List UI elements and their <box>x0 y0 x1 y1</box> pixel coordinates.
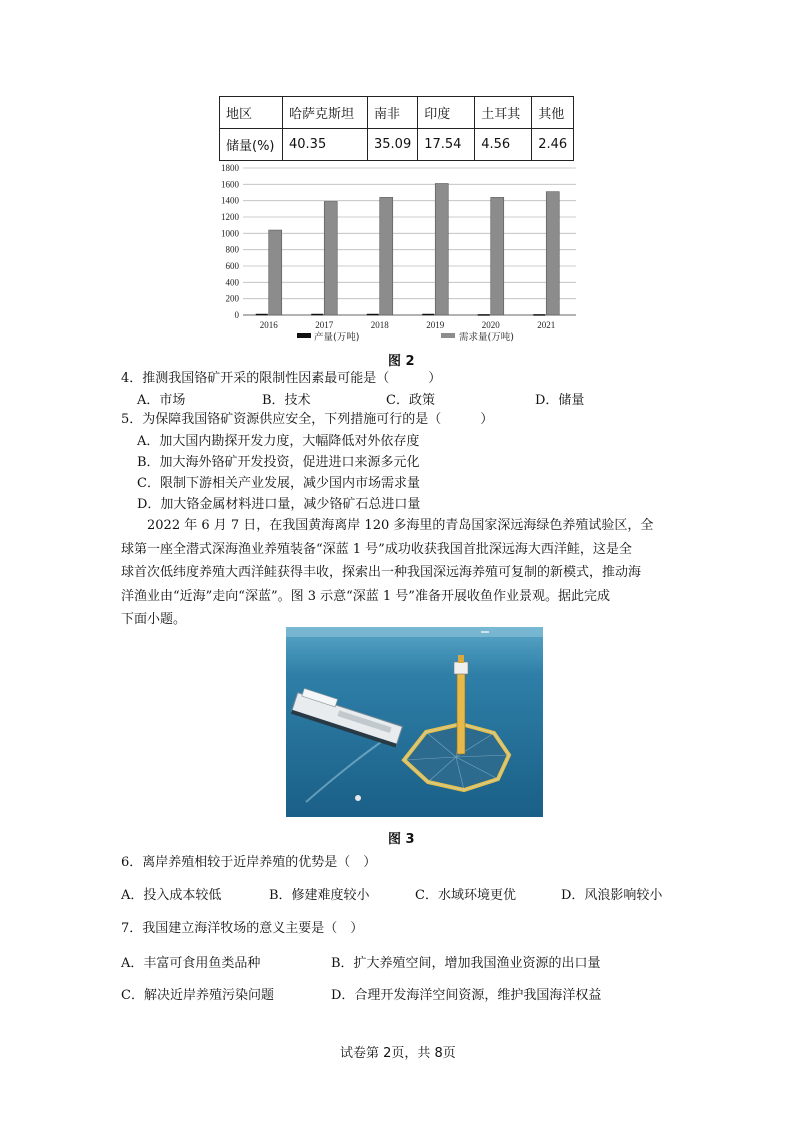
q5-option-d: D．加大铬金属材料进口量，减少铬矿石总进口量 <box>137 497 421 512</box>
passage-line: 洋渔业由“近海”走向“深蓝”。图 3 示意“深蓝 1 号”准备开展收鱼作业景观。据此完成 <box>121 588 610 604</box>
demand-bar <box>380 197 393 315</box>
table-cell: 南非 <box>368 97 418 129</box>
legend-label-demand: 需求量(万吨) <box>459 332 514 343</box>
reserve-table <box>219 96 574 161</box>
legend-label-production: 产量(万吨) <box>314 332 360 343</box>
table-cell: 土耳其 <box>475 97 532 129</box>
x-tick-label: 2019 <box>426 320 445 330</box>
y-tick-label: 1200 <box>221 212 239 222</box>
shenlan-1-photo <box>286 627 543 817</box>
q4-option-d: D．储量 <box>535 393 585 408</box>
passage-line: 球第一座全潜式深海渔业养殖装备“深蓝 1 号”成功收获我国首批深远海大西洋鲑，这是全 <box>121 541 632 557</box>
production-bar <box>422 314 434 316</box>
x-tick-label: 2018 <box>370 320 389 330</box>
production-bar <box>311 314 323 316</box>
table-row <box>220 97 574 129</box>
table-row <box>220 129 574 161</box>
q4-option-b: B．技术 <box>262 393 311 408</box>
table-cell: 2.46 <box>532 129 574 161</box>
production-bar <box>533 314 545 316</box>
y-tick-label: 0 <box>234 310 239 320</box>
y-tick-label: 800 <box>225 244 239 255</box>
demand-bar <box>546 192 559 315</box>
question-7-stem: 7．我国建立海洋牧场的意义主要是（ ） <box>121 921 364 936</box>
x-tick-label: 2016 <box>259 320 278 330</box>
q7-option-b: B．扩大养殖空间，增加我国渔业资源的出口量 <box>331 956 601 971</box>
passage-line: 2022 年 6 月 7 日，在我国黄海离岸 120 多海里的青岛国家深远海绿色养殖试验区，全 <box>121 518 654 533</box>
q4-option-a: A．市场 <box>137 393 186 408</box>
x-tick-label: 2020 <box>481 320 500 330</box>
demand-bar <box>491 197 504 315</box>
table-cell: 印度 <box>418 97 475 129</box>
question-5-stem: 5．为保障我国铬矿资源供应安全，下列措施可行的是（ ） <box>121 412 494 427</box>
y-tick-label: 1600 <box>221 179 239 190</box>
table-cell: 17.54 <box>418 129 475 161</box>
question-6-stem: 6．离岸养殖相较于近岸养殖的优势是（ ） <box>121 855 377 870</box>
table-cell: 哈萨克斯坦 <box>283 97 368 129</box>
production-bar <box>256 314 268 316</box>
demand-bar <box>269 230 282 315</box>
q6-option-d: D．风浪影响较小 <box>561 888 663 903</box>
q7-option-a: A．丰富可食用鱼类品种 <box>121 956 261 971</box>
figure-2-caption: 图 2 <box>388 354 415 369</box>
table-cell: 地区 <box>220 97 283 129</box>
y-tick-label: 200 <box>225 293 239 304</box>
q7-option-d: D．合理开发海洋空间资源，维护我国海洋权益 <box>331 988 602 1003</box>
legend-swatch-demand <box>441 333 455 338</box>
page-footer: 试卷第 2页，共 8页 <box>340 1046 456 1061</box>
q6-option-a: A．投入成本较低 <box>121 888 222 903</box>
production-bar <box>478 314 490 316</box>
table-cell: 40.35 <box>283 129 368 161</box>
y-tick-label: 600 <box>225 261 239 271</box>
q4-option-c: C．政策 <box>386 393 435 408</box>
production-bar <box>367 314 379 316</box>
y-tick-label: 1400 <box>221 195 239 206</box>
table-cell: 35.09 <box>368 129 418 161</box>
legend-swatch-production <box>297 333 311 338</box>
table-cell: 储量(%) <box>220 129 283 161</box>
q7-option-c: C．解决近岸养殖污染问题 <box>121 988 274 1003</box>
q5-option-a: A．加大国内勘探开发力度，大幅降低对外依存度 <box>137 434 420 449</box>
production-demand-chart <box>210 158 580 348</box>
y-tick-label: 1800 <box>221 163 239 173</box>
demand-bar <box>324 201 337 315</box>
y-tick-label: 1000 <box>221 228 239 239</box>
passage-line: 下面小题。 <box>121 612 187 627</box>
q5-option-c: C．限制下游相关产业发展，减少国内市场需求量 <box>137 476 420 491</box>
x-tick-label: 2021 <box>537 320 556 330</box>
question-4-stem: 4．推测我国铬矿开采的限制性因素最可能是（ ） <box>121 371 442 386</box>
passage-line: 球首次低纬度养殖大西洋鲑获得丰收，探索出一种我国深远海养殖可复制的新模式，推动海 <box>121 565 642 580</box>
y-tick-label: 400 <box>225 277 239 288</box>
table-cell: 其他 <box>532 97 574 129</box>
q6-option-b: B．修建难度较小 <box>269 888 370 903</box>
x-tick-label: 2017 <box>315 320 334 330</box>
figure-3-caption: 图 3 <box>388 832 415 847</box>
table-cell: 4.56 <box>475 129 532 161</box>
demand-bar <box>435 184 448 315</box>
passage <box>121 514 676 632</box>
q5-option-b: B．加大海外铬矿开发投资，促进进口来源多元化 <box>137 455 420 470</box>
q6-option-c: C．水域环境更优 <box>415 888 516 903</box>
